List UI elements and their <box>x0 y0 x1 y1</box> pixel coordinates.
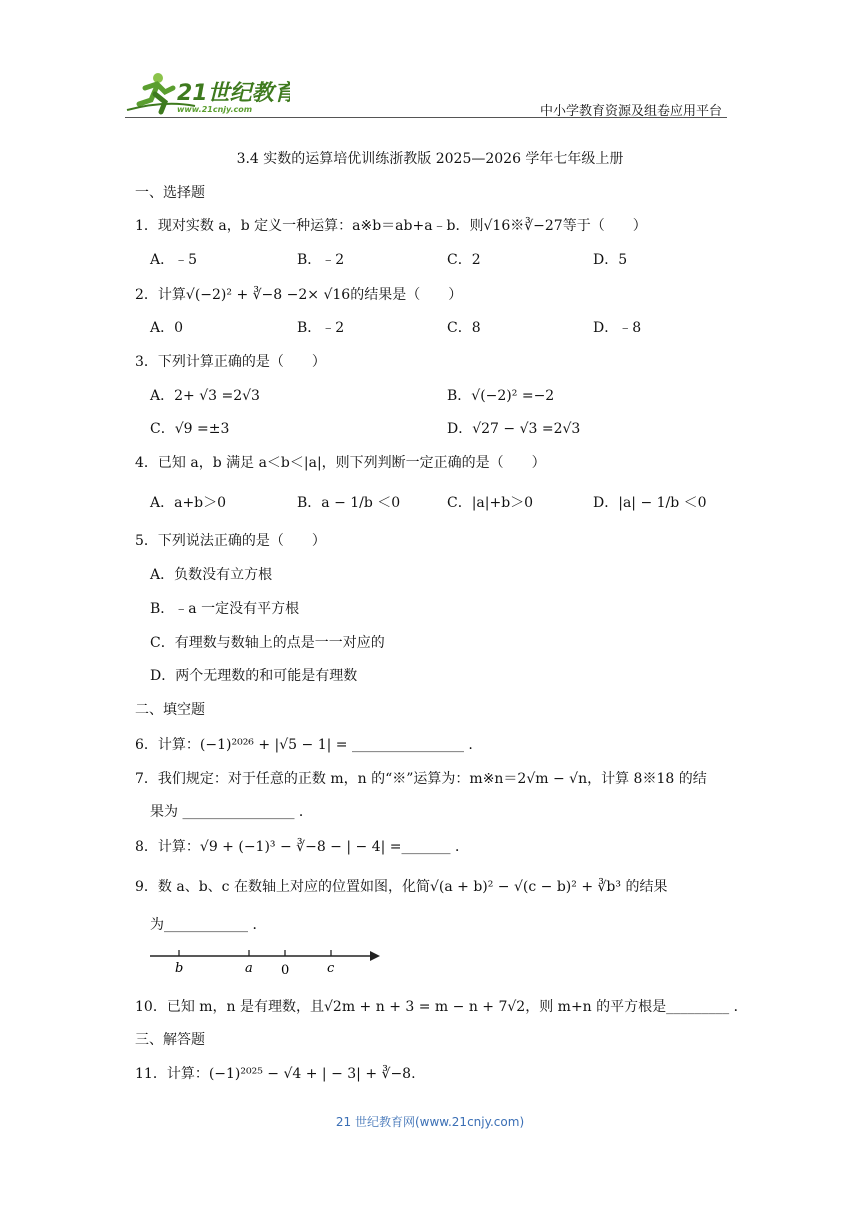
question-9: 9．数 a、b、c 在数轴上对应的位置如图，化简√(a + b)² − √(c − b)² + ∛b³ 的结果 <box>135 879 668 895</box>
option: A．0 <box>150 320 184 336</box>
option: B．√(−2)² =−2 <box>447 388 555 404</box>
option: C．有理数与数轴上的点是一一对应的 <box>150 635 385 651</box>
logo-text: 21世纪教育 <box>177 81 290 106</box>
option: A．a+b＞0 <box>150 495 227 511</box>
question-7-line2: 果为 ________________ ． <box>150 804 313 820</box>
logo <box>125 70 290 120</box>
option: B．﹣a 一定没有平方根 <box>150 601 300 617</box>
page-title: 3.4 实数的运算培优训练浙教版 2025—2026 学年七年级上册 <box>236 151 624 167</box>
option: A．负数没有立方根 <box>150 567 273 583</box>
option: A．2+ √3 =2√3 <box>150 388 260 404</box>
option: D．|a| − 1/b ＜0 <box>593 495 707 511</box>
option: A．﹣5 <box>150 252 198 268</box>
question-11: 11．计算：(−1)²⁰²⁵ − √4 + | − 3| + ∛−8. <box>135 1066 416 1082</box>
point-label-a: a <box>245 961 253 976</box>
question-3: 3．下列计算正确的是（ ） <box>135 354 326 370</box>
footer[interactable]: 21 世纪教育网(www.21cnjy.com) <box>335 1115 525 1129</box>
option: B．a − 1/b ＜0 <box>297 495 401 511</box>
option: C．|a|+b＞0 <box>447 495 534 511</box>
option: B．﹣2 <box>297 252 345 268</box>
logo-url-text: www.21cnjy.com <box>177 105 253 114</box>
question-10: 10．已知 m，n 是有理数，且√2m + n + 3 = m − n + 7√2，则 m+n 的平方根是_________ ． <box>135 999 748 1015</box>
option: D．√27 − √3 =2√3 <box>447 421 581 437</box>
header-divider <box>125 117 727 118</box>
point-label-0: 0 <box>281 963 290 978</box>
question-8: 8．计算：√9 + (−1)³ − ∛−8 − | − 4| =_______ ． <box>135 839 469 855</box>
question-2: 2．计算√(−2)² + ∛−8 −2× √16的结果是（ ） <box>135 287 463 303</box>
question-9-line2: 为____________ ． <box>150 917 267 933</box>
point-label-b: b <box>175 961 184 976</box>
question-6: 6．计算：(−1)²⁰²⁶ + |√5 − 1| = ________________ . <box>135 737 473 753</box>
question-4: 4．已知 a，b 满足 a＜b＜|a|，则下列判断一定正确的是（ ） <box>135 455 546 471</box>
option: C．√9 =±3 <box>150 421 230 437</box>
question-7: 7．我们规定：对于任意的正数 m，n 的“※”运算为：m※n＝2√m − √n，计算 8※18 的结 <box>135 771 707 787</box>
platform-label: 中小学教育资源及组卷应用平台 <box>540 104 723 119</box>
section-heading: 三、解答题 <box>135 1032 205 1048</box>
option: D．5 <box>593 252 628 268</box>
option: C．8 <box>447 320 481 336</box>
option: B．﹣2 <box>297 320 345 336</box>
question-5: 5．下列说法正确的是（ ） <box>135 533 326 549</box>
number-line <box>148 944 383 982</box>
option: D．两个无理数的和可能是有理数 <box>150 668 358 684</box>
question-1: 1．现对实数 a，b 定义一种运算：a※b＝ab+a﹣b．则√16※∛−27等于（ ） <box>135 218 647 234</box>
option: D．﹣8 <box>593 320 642 336</box>
section-heading: 一、选择题 <box>135 185 205 201</box>
option: C．2 <box>447 252 481 268</box>
point-label-c: c <box>327 961 335 976</box>
section-heading: 二、填空题 <box>135 702 205 718</box>
